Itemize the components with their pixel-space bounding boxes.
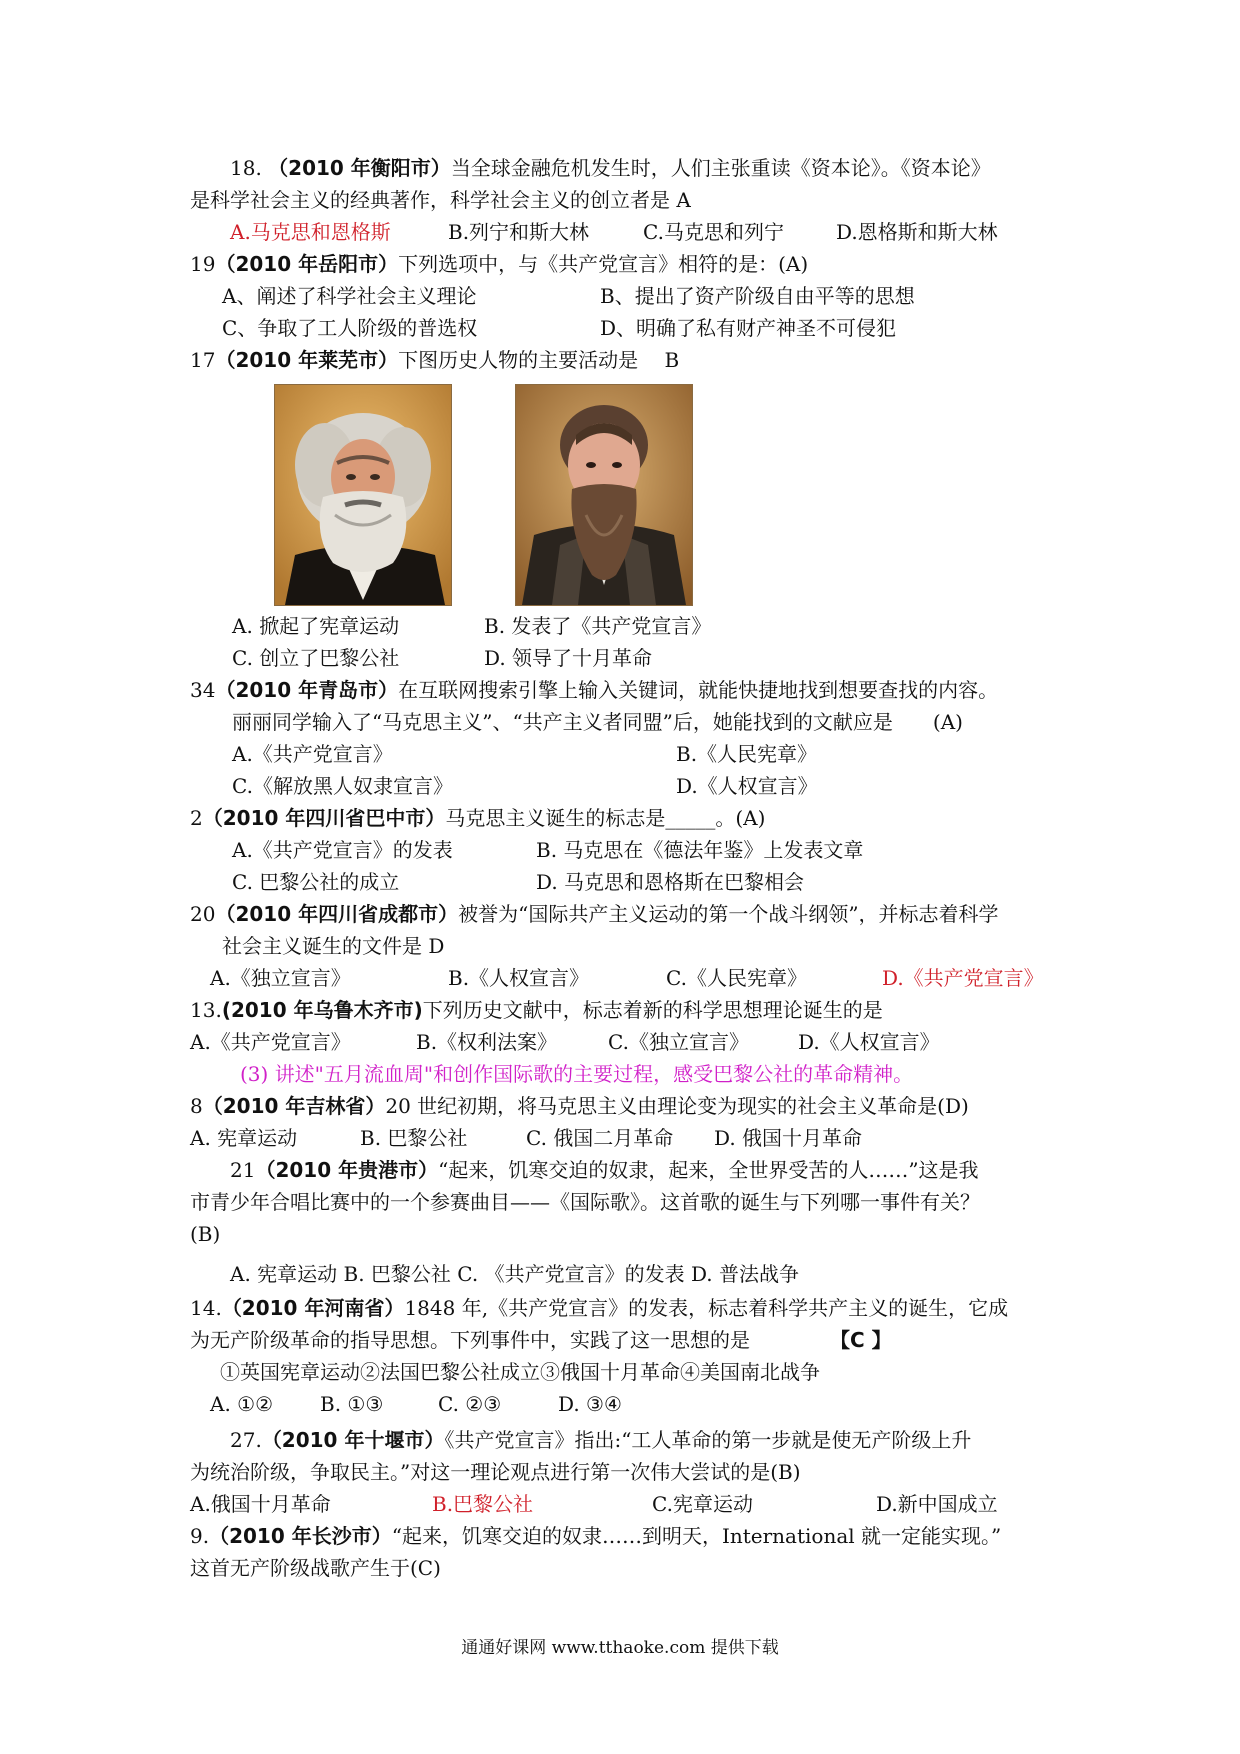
q27-options: [190, 1488, 1070, 1521]
q21-stem: “起来，饥寒交迫的奴隶，起来，全世界受苦的人……”这是我: [438, 1158, 979, 1182]
q18-line1: [190, 152, 1070, 185]
q17-option-d: D. 领导了十月革命: [484, 646, 653, 670]
q18-stem-cont: 是科学社会主义的经典著作，科学社会主义的创立者是 A: [190, 188, 691, 212]
q34-options-row2: [190, 770, 1070, 803]
q2-option-c: C. 巴黎公社的成立: [232, 870, 400, 894]
page-footer: [0, 1636, 1240, 1660]
q19-option-d: D、明确了私有财产神圣不可侵犯: [600, 316, 897, 340]
q9-number: 9.: [190, 1524, 210, 1548]
q17-source: （2010 年莱芜市）: [215, 348, 399, 372]
q9-stem-cont: 这首无产阶级战歌产生于(C): [190, 1556, 441, 1580]
q34-stem: 在互联网搜索引擎上输入关键词，就能快捷地找到想要查找的内容。: [398, 678, 999, 702]
q2-option-d: D. 马克思和恩格斯在巴黎相会: [536, 870, 805, 894]
q20-option-d: D.《共产党宣言》: [882, 966, 1044, 990]
q18-options: [190, 216, 1070, 249]
q14-option-b: B. ①③: [320, 1392, 384, 1416]
q18-stem: 当全球金融危机发生时，人们主张重读《资本论》。《资本论》: [450, 156, 991, 180]
q9-line1: [190, 1520, 1070, 1553]
q21-line3: [190, 1218, 1070, 1251]
q20-stem: 被誉为“国际共产主义运动的第一个战斗纲领”，并标志着科学: [458, 902, 999, 926]
q13-line1: [190, 994, 1070, 1027]
q13-source: (2010 年乌鲁木齐市): [221, 998, 423, 1022]
q8-option-d: D. 俄国十月革命: [714, 1126, 863, 1150]
q14-stem: 1848 年,《共产党宣言》的发表，标志着科学共产主义的诞生，它成: [404, 1296, 1009, 1320]
q34-option-c: C.《解放黑人奴隶宣言》: [232, 774, 453, 798]
teaching-note: [190, 1058, 1070, 1091]
q19-option-c: C、争取了工人阶级的普选权: [222, 316, 478, 340]
q8-source: （2010 年吉林省）: [202, 1094, 386, 1118]
q34-options-row1: [190, 738, 1070, 771]
q2-source: （2010 年四川省巴中市）: [202, 806, 446, 830]
q8-options: [190, 1122, 1070, 1155]
q13-options: [190, 1026, 1070, 1059]
q20-number: 20: [190, 902, 216, 926]
q17-stem: 下图历史人物的主要活动是 B: [398, 348, 680, 372]
q13-number: 13.: [190, 998, 222, 1022]
q27-stem: 《共产党宣言》指出:“工人革命的第一步就是使无产阶级上升: [444, 1428, 972, 1452]
q14-option-d: D. ③④: [558, 1392, 622, 1416]
q8-option-c: C. 俄国二月革命: [526, 1126, 674, 1150]
q20-line2: [190, 930, 1070, 963]
q20-options: [190, 962, 1070, 995]
q18-option-b: B.列宁和斯大林: [448, 220, 590, 244]
q20-option-b: B.《人权宣言》: [448, 966, 590, 990]
q27-option-a: A.俄国十月革命: [190, 1492, 331, 1516]
q17-number: 17: [190, 348, 216, 372]
q8-number: 8: [190, 1094, 203, 1118]
q21-options: [190, 1258, 1070, 1291]
q17-option-a: A. 掀起了宪章运动: [232, 614, 400, 638]
q21-line1: [190, 1154, 1070, 1187]
q19-option-a: A、阐述了科学社会主义理论: [222, 284, 477, 308]
q9-stem: “起来，饥寒交迫的奴隶……到明天，International 就一定能实现。”: [391, 1524, 1002, 1548]
q21-source: （2010 年贵港市）: [255, 1158, 439, 1182]
q14-option-a: A. ①②: [210, 1392, 274, 1416]
q8-line1: [190, 1090, 1070, 1123]
q14-line1: [190, 1292, 1070, 1325]
q20-option-c: C.《人民宪章》: [666, 966, 807, 990]
q20-option-a: A.《独立宣言》: [210, 966, 351, 990]
q17-options-row2: [190, 642, 1070, 675]
q20-line1: [190, 898, 1070, 931]
q34-line1: [190, 674, 1070, 707]
q27-option-d: D.新中国成立: [876, 1492, 998, 1516]
q13-option-b: B.《权利法案》: [416, 1030, 558, 1054]
q21-line2: [190, 1186, 1070, 1219]
q27-line2: [190, 1456, 1070, 1489]
q14-items: [190, 1356, 1070, 1389]
q14-items-text: ①英国宪章运动②法国巴黎公社成立③俄国十月革命④美国南北战争: [220, 1360, 820, 1384]
q21-answer: (B): [190, 1222, 221, 1246]
q34-option-b: B.《人民宪章》: [676, 742, 818, 766]
q27-number: 27.: [230, 1428, 262, 1452]
q13-option-c: C.《独立宣言》: [608, 1030, 749, 1054]
q27-stem-cont: 为统治阶级，争取民主。”对这一理论观点进行第一次伟大尝试的是(B): [190, 1460, 801, 1484]
q17-line1: [190, 344, 1070, 377]
q18-number: 18.: [230, 156, 262, 180]
q9-line2: [190, 1552, 1070, 1585]
q34-option-d: D.《人权宣言》: [676, 774, 818, 798]
q2-options-row1: [190, 834, 1070, 867]
q18-source: （2010 年衡阳市）: [268, 156, 451, 180]
q34-stem-cont: 丽丽同学输入了“马克思主义”、“共产主义者同盟”后，她能找到的文献应是 (A): [232, 710, 963, 734]
q20-stem-cont: 社会主义诞生的文件是 D: [222, 934, 445, 958]
footer-text: 通通好课网 www.tthaoke.com 提供下载: [461, 1638, 779, 1658]
q8-stem: 20 世纪初期，将马克思主义由理论变为现实的社会主义革命是(D): [385, 1094, 969, 1118]
q19-option-b: B、提出了资产阶级自由平等的思想: [600, 284, 915, 308]
q18-option-a: A.马克思和恩格斯: [230, 220, 391, 244]
q13-stem: 下列历史文献中，标志着新的科学思想理论诞生的是: [422, 998, 883, 1022]
q13-option-d: D.《人权宣言》: [798, 1030, 940, 1054]
q8-option-b: B. 巴黎公社: [360, 1126, 468, 1150]
q2-number: 2: [190, 806, 203, 830]
q14-answer: 【C 】: [830, 1328, 892, 1352]
q19-source: （2010 年岳阳市）: [215, 252, 399, 276]
q9-source: （2010 年长沙市）: [209, 1524, 392, 1548]
q27-source: （2010 年十堰市）: [261, 1428, 445, 1452]
q27-line1: [190, 1424, 1070, 1457]
q27-option-b: B.巴黎公社: [432, 1492, 534, 1516]
q14-options: [190, 1388, 1070, 1421]
q18-option-c: C.马克思和列宁: [643, 220, 784, 244]
q14-line2: [190, 1324, 1070, 1357]
q8-option-a: A. 宪章运动: [190, 1126, 298, 1150]
q20-source: （2010 年四川省成都市）: [215, 902, 459, 926]
portrait-engels: [515, 384, 693, 606]
q34-option-a: A.《共产党宣言》: [232, 742, 393, 766]
q2-option-a: A.《共产党宣言》的发表: [232, 838, 453, 862]
q17-options-row1: [190, 610, 1070, 643]
portrait-marx: [274, 384, 452, 606]
q14-stem-cont: 为无产阶级革命的指导思想。下列事件中，实践了这一思想的是: [190, 1328, 750, 1352]
q21-number: 21: [230, 1158, 256, 1182]
q19-line1: [190, 248, 1070, 281]
q34-number: 34: [190, 678, 216, 702]
q2-options-row2: [190, 866, 1070, 899]
q34-source: （2010 年青岛市）: [215, 678, 399, 702]
q27-option-c: C.宪章运动: [652, 1492, 753, 1516]
teaching-note-text: (3) 讲述"五月流血周"和创作国际歌的主要过程，感受巴黎公社的革命精神。: [240, 1062, 914, 1086]
q19-stem: 下列选项中，与《共产党宣言》相符的是：(A): [398, 252, 809, 276]
q2-line1: [190, 802, 1070, 835]
q14-source: （2010 年河南省）: [221, 1296, 405, 1320]
q14-option-c: C. ②③: [438, 1392, 502, 1416]
q19-number: 19: [190, 252, 216, 276]
q19-options-row2: [190, 312, 1070, 345]
q18-line2: [190, 184, 1070, 217]
q21-stem-cont: 市青少年合唱比赛中的一个参赛曲目——《国际歌》。这首歌的诞生与下列哪一事件有关？: [190, 1190, 980, 1214]
q14-number: 14.: [190, 1296, 222, 1320]
q21-options-text: A. 宪章运动 B. 巴黎公社 C. 《共产党宣言》的发表 D. 普法战争: [230, 1262, 799, 1286]
q19-options-row1: [190, 280, 1070, 313]
q34-line2: [190, 706, 1070, 739]
q17-option-b: B. 发表了《共产党宣言》: [484, 614, 712, 638]
q2-option-b: B. 马克思在《德法年鉴》上发表文章: [536, 838, 864, 862]
q13-option-a: A.《共产党宣言》: [190, 1030, 351, 1054]
q17-option-c: C. 创立了巴黎公社: [232, 646, 400, 670]
q18-option-d: D.恩格斯和斯大林: [836, 220, 998, 244]
q2-stem: 马克思主义诞生的标志是_____。(A): [445, 806, 766, 830]
